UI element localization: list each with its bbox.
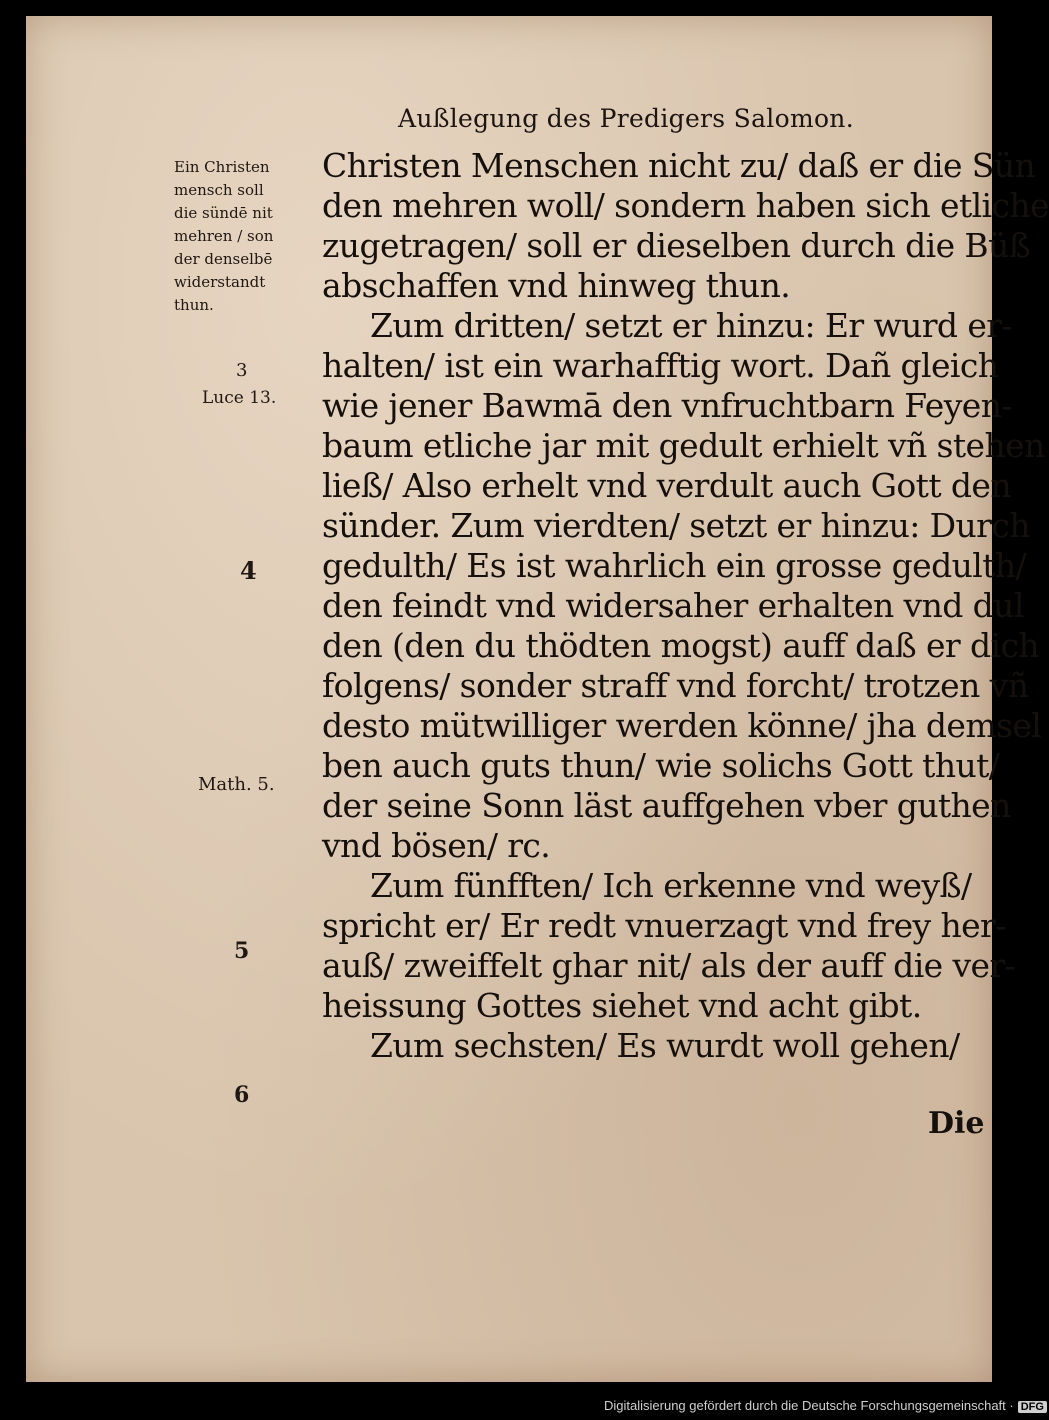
gloss-line: widerstandt: [174, 273, 266, 291]
marginal-number-4: 4: [240, 556, 257, 585]
gloss-line: mehren / son: [174, 227, 274, 245]
text-line: gedulth/ Es ist wahrlich ein grosse gedulth/: [322, 546, 1027, 585]
catchword: Die: [928, 1106, 985, 1141]
gloss-line: thun.: [174, 296, 214, 314]
text-line: der seine Sonn läst auffgehen vber guthen: [322, 786, 1011, 825]
marginal-gloss: [174, 156, 324, 317]
footer-credit: [604, 1398, 1047, 1413]
book-page: [26, 16, 1049, 1382]
text-line: spricht er/ Er redt vnuerzagt vnd frey her-: [322, 906, 1006, 945]
text-line: auß/ zweiffelt ghar nit/ als der auff die ver-: [322, 946, 1016, 985]
text-line: baum etliche jar mit gedult erhielt vñ stehen: [322, 426, 1045, 465]
main-text-block: [322, 146, 1049, 1066]
text-line: Zum dritten/ setzt er hinzu: Er wurd er-: [370, 306, 1012, 345]
text-line: sünder. Zum vierdten/ setzt er hinzu: Durch: [322, 506, 1030, 545]
marginal-number-3: 3: [236, 360, 248, 381]
text-line: den (den du thödten mogst) auff daß er dich: [322, 626, 1040, 665]
gloss-line: der denselbē: [174, 250, 273, 268]
footer-text: Digitalisierung gefördert durch die Deutsche Forschungsgemeinschaft ·: [604, 1398, 1014, 1413]
text-line: folgens/ sonder straff vnd forcht/ trotzen vñ: [322, 666, 1029, 705]
text-line: Zum fünfften/ Ich erkenne vnd weyß/: [370, 866, 972, 905]
marginal-number-5: 5: [234, 938, 250, 964]
gloss-line: Ein Christen: [174, 158, 270, 176]
running-header: Außlegung des Predigers Salomon.: [398, 104, 854, 133]
gloss-line: mensch soll: [174, 181, 264, 199]
text-line: heissung Gottes siehet vnd acht gibt.: [322, 986, 922, 1025]
text-line: zugetragen/ soll er dieselben durch die Büß: [322, 226, 1031, 265]
gloss-line: die sündē nit: [174, 204, 273, 222]
text-line: wie jener Bawmā den vnfruchtbarn Feyen-: [322, 386, 1012, 425]
marginal-number-6: 6: [234, 1082, 250, 1108]
text-line: desto mütwilliger werden könne/ jha demsel: [322, 706, 1042, 745]
text-line: Christen Menschen nicht zu/ daß er die Sün: [322, 146, 1036, 185]
text-line: ben auch guts thun/ wie solichs Gott thut/: [322, 746, 1000, 785]
text-line: vnd bösen/ rc.: [322, 826, 551, 865]
text-line: den feindt vnd widersaher erhalten vnd dul: [322, 586, 1024, 625]
text-line: ließ/ Also erhelt vnd verdult auch Gott den: [322, 466, 1012, 505]
text-line: Zum sechsten/ Es wurdt woll gehen/: [370, 1026, 960, 1065]
marginal-reference-luke: Luce 13.: [202, 388, 277, 408]
text-line: den mehren woll/ sondern haben sich etliche: [322, 186, 1049, 225]
marginal-reference-matthew: Math. 5.: [198, 774, 275, 795]
text-line: abschaffen vnd hinweg thun.: [322, 266, 791, 305]
dfg-logo: DFG: [1018, 1401, 1047, 1413]
text-line: halten/ ist ein warhafftig wort. Dañ gleich: [322, 346, 999, 385]
